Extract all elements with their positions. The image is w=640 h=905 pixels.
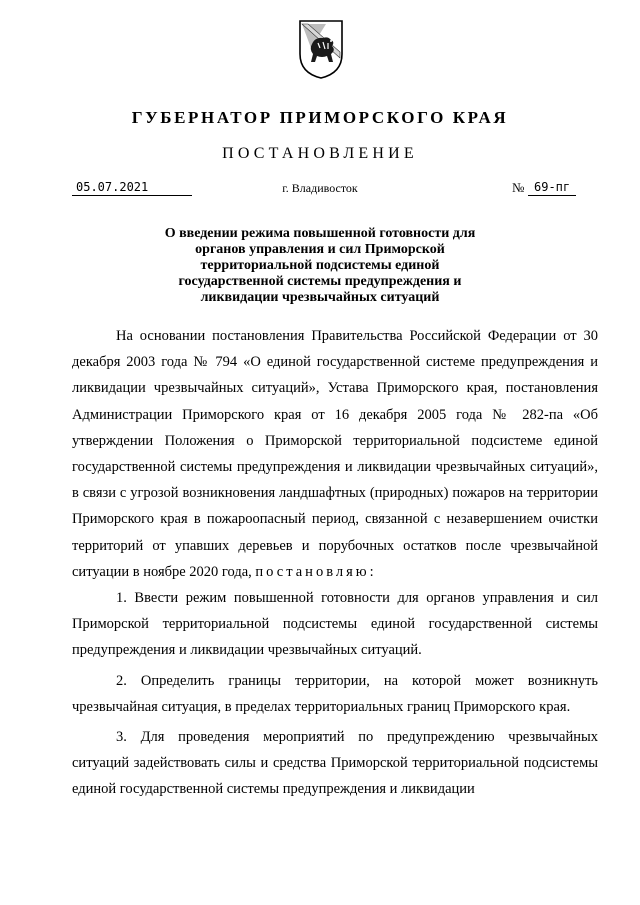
resolve-word: постановляю: (255, 563, 377, 580)
clause-2: 2. Определить границы территории, на которой может возникнуть чрезвычайная ситуация, в пределах территориальных границ Приморского края. (72, 672, 598, 715)
coat-of-arms-icon (298, 18, 344, 80)
document-date: 05.07.2021 (72, 180, 192, 196)
document-meta-row (0, 180, 640, 200)
number-label: № (512, 180, 525, 195)
clause-3: 3. Для проведения мероприятий по предупреждению чрезвычайных ситуаций задействовать силы и средства Приморской территориальной подсистемы единой государственной системы предупреждения и ликвидации (72, 729, 598, 798)
clause-1: 1. Ввести режим повышенной готовности для органов управления и сил Приморской территориальной подсистемы единой государственной системы предупреждения и ликвидации чрезвычайных ситуаций. (72, 590, 598, 659)
document-title: О введении режима повышенной готовности для органов управления и сил Приморской территориальной подсистемы единой государственной системы предупреждения и ликвидации чрезвычайных ситуаций (164, 226, 476, 305)
document-type: ПОСТАНОВЛЕНИЕ (222, 145, 418, 162)
preamble-paragraph (72, 323, 598, 585)
preamble-text: На основании постановления Правительства Российской Федерации от 30 декабря 2003 года № 794 «О единой государственной системе предупреждения и ликвидации чрезвычайных ситуаций», Устава Приморского края, постановления Администрации Приморского края от 16 декабря 2005 года № 282-па «Об утверждении Положения о Приморской территориальной подсистеме единой государственной системы предупреждения и ликвидации чрезвычайных ситуаций», в связи с угрозой возникновения ландшафтных (природных) пожаров на территории Приморского края в пожароопасный период, связанной с незавершением очистки территорий от упавших деревьев и порубочных остатков после чрезвычайной ситуации в ноябре 2020 года, (72, 328, 598, 580)
document-body (72, 323, 598, 803)
document-city: г. Владивосток (282, 181, 358, 195)
issuing-authority: ГУБЕРНАТОР ПРИМОРСКОГО КРАЯ (131, 108, 509, 127)
document-number: 69-пг (528, 180, 576, 196)
